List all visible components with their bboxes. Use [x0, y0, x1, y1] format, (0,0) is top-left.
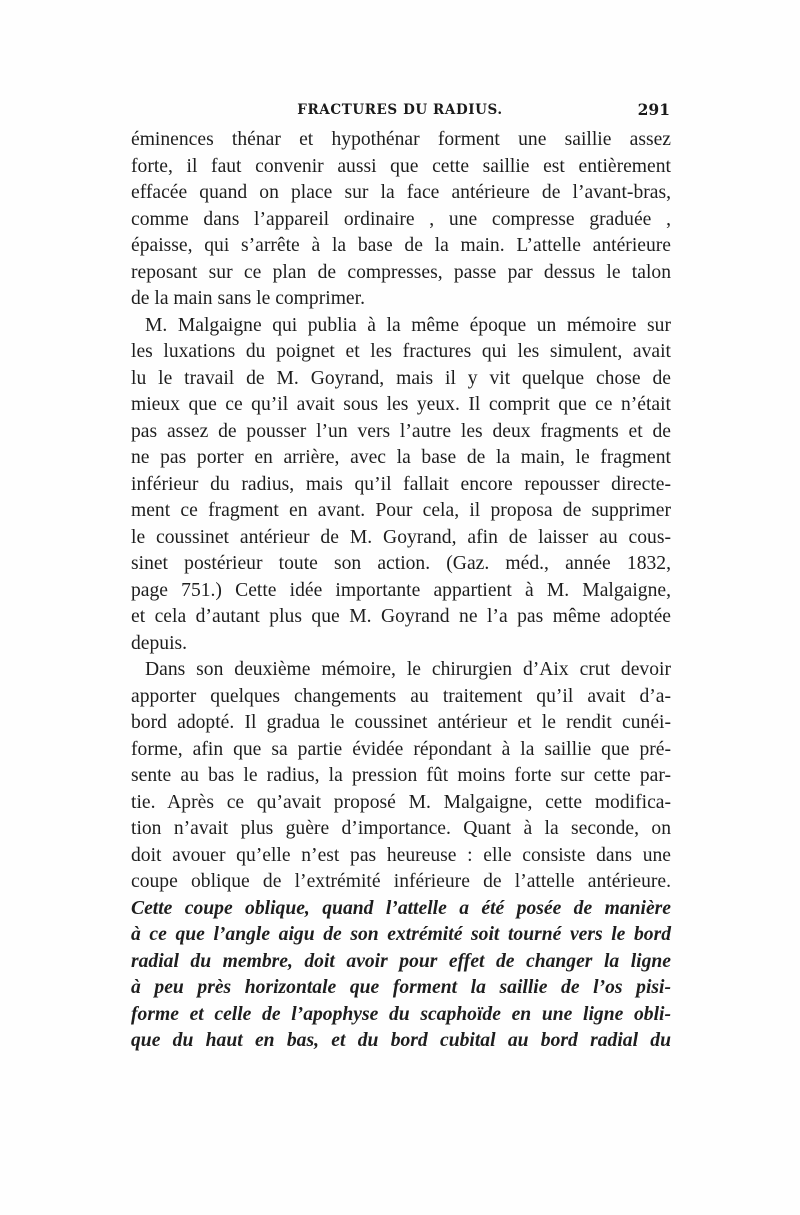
page-header — [130, 100, 670, 124]
body-text — [131, 127, 671, 1055]
text-line: et cela d’autant plus que M. Goyrand ne l’a pas même adoptée — [131, 606, 671, 627]
text-line: sinet postérieur toute son action. (Gaz. méd., année 1832, — [131, 553, 671, 574]
text-line: épaisse, qui s’arrête à la base de la main. L’attelle antérieure — [131, 235, 671, 256]
text-line: depuis. — [131, 632, 188, 654]
text-line: bord adopté. Il gradua le coussinet antérieur et le rendit cunéi- — [131, 712, 671, 733]
italic-text-line: que du haut en bas, et du bord cubital au bord radial du — [131, 1030, 671, 1051]
text-line: les luxations du poignet et les fractures qui les simulent, avait — [131, 341, 671, 362]
text-line: forme, afin que sa partie évidée répondant à la saillie que pré- — [131, 738, 671, 760]
page-number: 291 — [637, 100, 670, 119]
text-line: Dans son deuxième mémoire, le chirurgien d’Aix crut devoir — [145, 659, 671, 680]
text-line: effacée quand on place sur la face antérieure de l’avant-bras, — [131, 182, 671, 203]
text-line: M. Malgaigne qui publia à la même époque un mémoire sur — [145, 314, 671, 336]
text-line: tie. Après ce qu’avait proposé M. Malgaigne, cette modifica- — [131, 791, 671, 813]
text-line: comme dans l’appareil ordinaire , une compresse graduée , — [131, 208, 671, 230]
text-line: apporter quelques changements au traitement qu’il avait d’a- — [131, 685, 671, 707]
italic-text-line: à peu près horizontale que forment la saillie de l’os pisi- — [131, 977, 671, 998]
italic-text-line: forme et celle de l’apophyse du scaphoïde en une ligne obli- — [131, 1003, 671, 1025]
text-line: ne pas porter en arrière, avec la base de la main, le fragment — [131, 447, 671, 468]
text-line: tion n’avait plus guère d’importance. Quant à la seconde, on — [131, 818, 671, 839]
italic-text-line: radial du membre, doit avoir pour effet de changer la ligne — [131, 950, 671, 972]
text-line: le coussinet antérieur de M. Goyrand, afin de laisser au cous- — [131, 526, 671, 548]
running-title: FRACTURES DU RADIUS. — [297, 102, 503, 118]
text-line: forte, il faut convenir aussi que cette saillie est entièrement — [131, 155, 671, 177]
text-line: de la main sans le comprimer. — [131, 288, 365, 309]
text-line: mieux que ce qu’il avait sous les yeux. Il comprit que ce n’était — [131, 394, 671, 415]
text-line: ment ce fragment en avant. Pour cela, il proposa de supprimer — [131, 500, 671, 521]
italic-text-line: Cette coupe oblique, quand l’attelle a été posée de manière — [131, 897, 671, 919]
text-line: pas assez de pousser l’un vers l’autre les deux fragments et de — [131, 420, 671, 442]
text-line: doit avouer qu’elle n’est pas heureuse : elle consiste dans une — [131, 844, 671, 866]
text-line: lu le travail de M. Goyrand, mais il y vit quelque chose de — [131, 367, 671, 389]
text-line: coupe oblique de l’extrémité inférieure de l’attelle antérieure. — [131, 871, 671, 892]
text-line: inférieur du radius, mais qu’il fallait encore repousser directe- — [131, 473, 671, 495]
text-line: éminences thénar et hypothénar forment une saillie assez — [131, 129, 671, 150]
italic-text-line: à ce que l’angle aigu de son extrémité soit tourné vers le bord — [131, 924, 671, 945]
text-line: reposant sur ce plan de compresses, passe par dessus le talon — [131, 261, 671, 283]
text-line: sente au bas le radius, la pression fût moins forte sur cette par- — [131, 765, 671, 786]
text-line: page 751.) Cette idée importante appartient à M. Malgaigne, — [131, 579, 671, 601]
